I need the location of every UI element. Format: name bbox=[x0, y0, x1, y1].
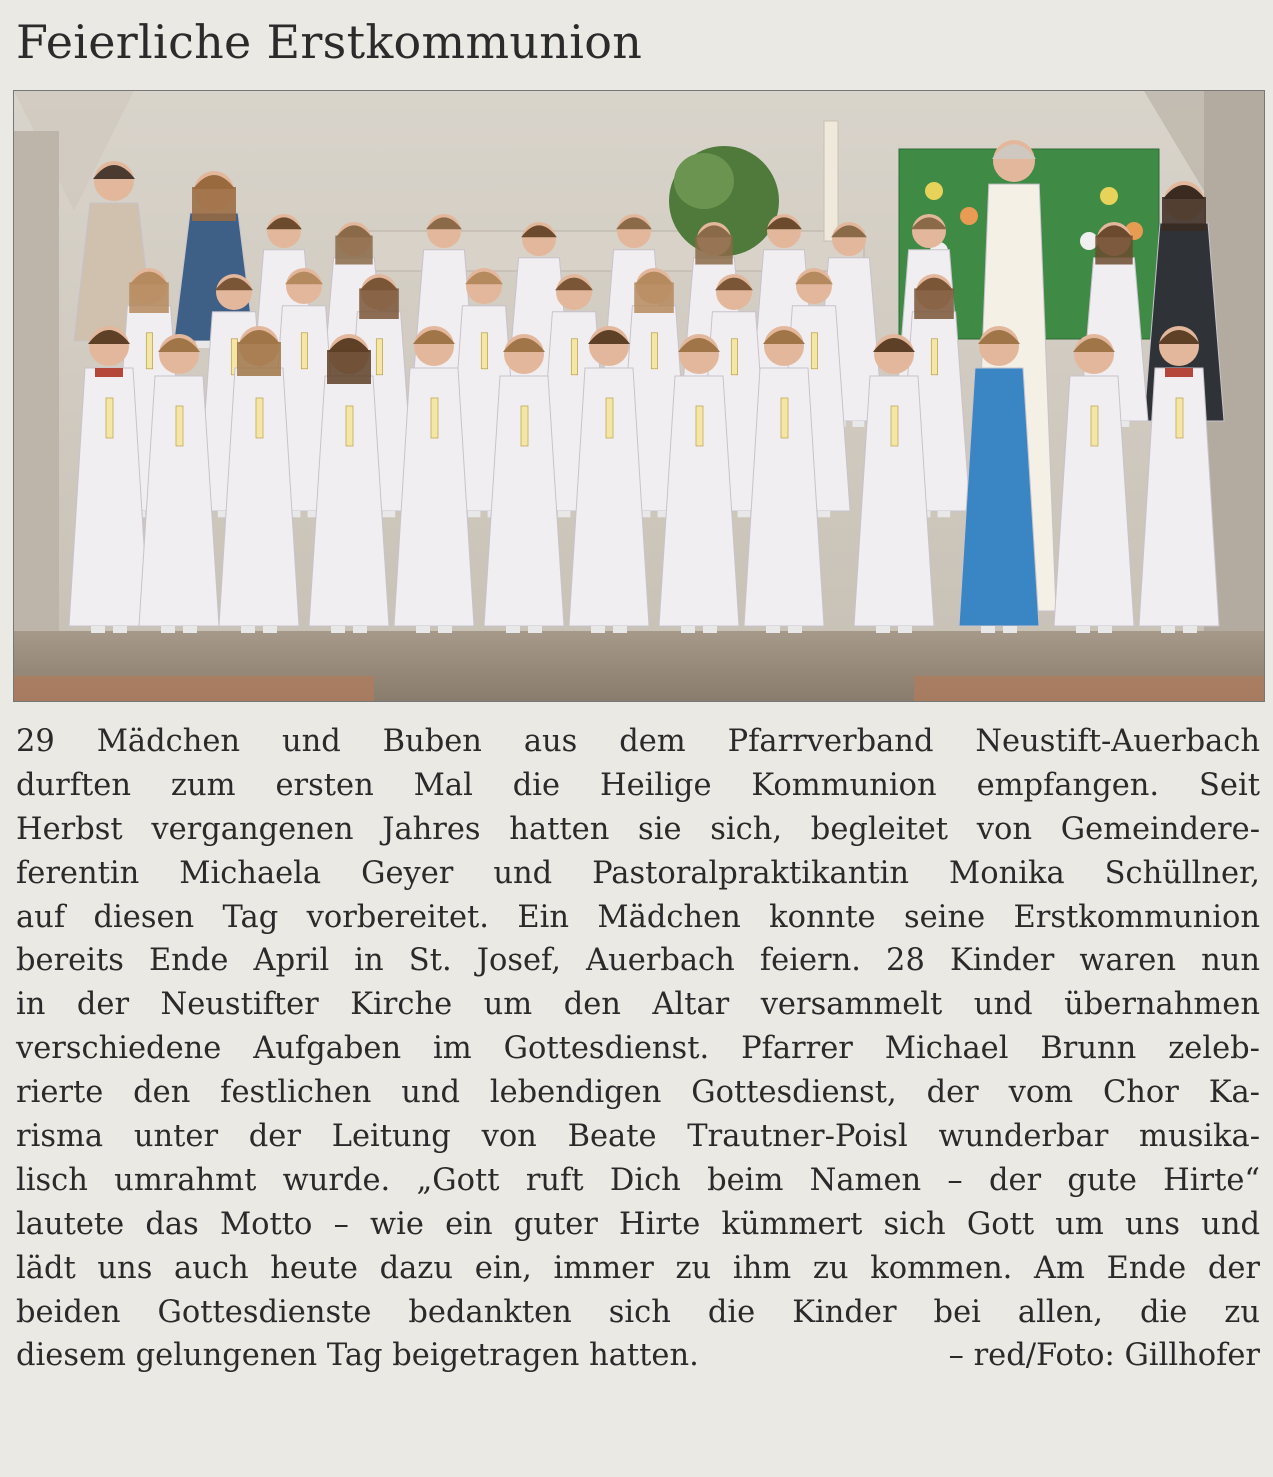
article-body bbox=[16, 720, 1260, 1378]
body-line: beiden Gottesdienste bedankten sich die Kinder bei allen, die zu bbox=[16, 1294, 1260, 1330]
body-line: auf diesen Tag vorbereitet. Ein Mädchen konnte seine Erstkommunion bbox=[16, 899, 1260, 935]
body-line: 29 Mädchen und Buben aus dem Pfarrverband Neustift-Auerbach bbox=[16, 724, 1260, 759]
photo-illustration bbox=[14, 91, 1264, 701]
body-line: durften zum ersten Mal die Heilige Kommunion empfangen. Seit bbox=[16, 767, 1260, 803]
easter-candle bbox=[824, 121, 838, 241]
body-line: lautete das Motto – wie ein guter Hirte kümmert sich Gott um uns und bbox=[16, 1206, 1260, 1242]
body-line: verschiedene Aufgaben im Gottesdienst. Pfarrer Michael Brunn zeleb- bbox=[16, 1031, 1260, 1067]
body-line: lädt uns auch heute dazu ein, immer zu ihm zu kommen. Am Ende der bbox=[16, 1250, 1260, 1286]
body-line-final: diesem gelungenen Tag beigetragen hatten. bbox=[16, 1338, 699, 1374]
body-line: risma unter der Leitung von Beate Trautner-Poisl wunderbar musika- bbox=[16, 1119, 1260, 1155]
body-line: lisch umrahmt wurde. „Gott ruft Dich beim Namen – der gute Hirte“ bbox=[16, 1162, 1260, 1198]
body-line: in der Neustifter Kirche um den Altar versammelt und übernahmen bbox=[16, 987, 1260, 1023]
body-line: Herbst vergangenen Jahres hatten sie sich, begleitet von Gemeindere- bbox=[16, 811, 1260, 847]
article-photo bbox=[13, 90, 1265, 702]
body-line: rierte den festlichen und lebendigen Gottesdienst, der vom Chor Ka- bbox=[16, 1075, 1260, 1111]
body-last-line bbox=[16, 1334, 1260, 1378]
article-headline: Feierliche Erstkommunion bbox=[16, 15, 643, 69]
body-line: bereits Ende April in St. Josef, Auerbach feiern. 28 Kinder waren nun bbox=[16, 943, 1260, 979]
photo-credit: – red/Foto: Gillhofer bbox=[948, 1338, 1260, 1374]
body-line: ferentin Michaela Geyer und Pastoralpraktikantin Monika Schüllner, bbox=[16, 855, 1260, 891]
